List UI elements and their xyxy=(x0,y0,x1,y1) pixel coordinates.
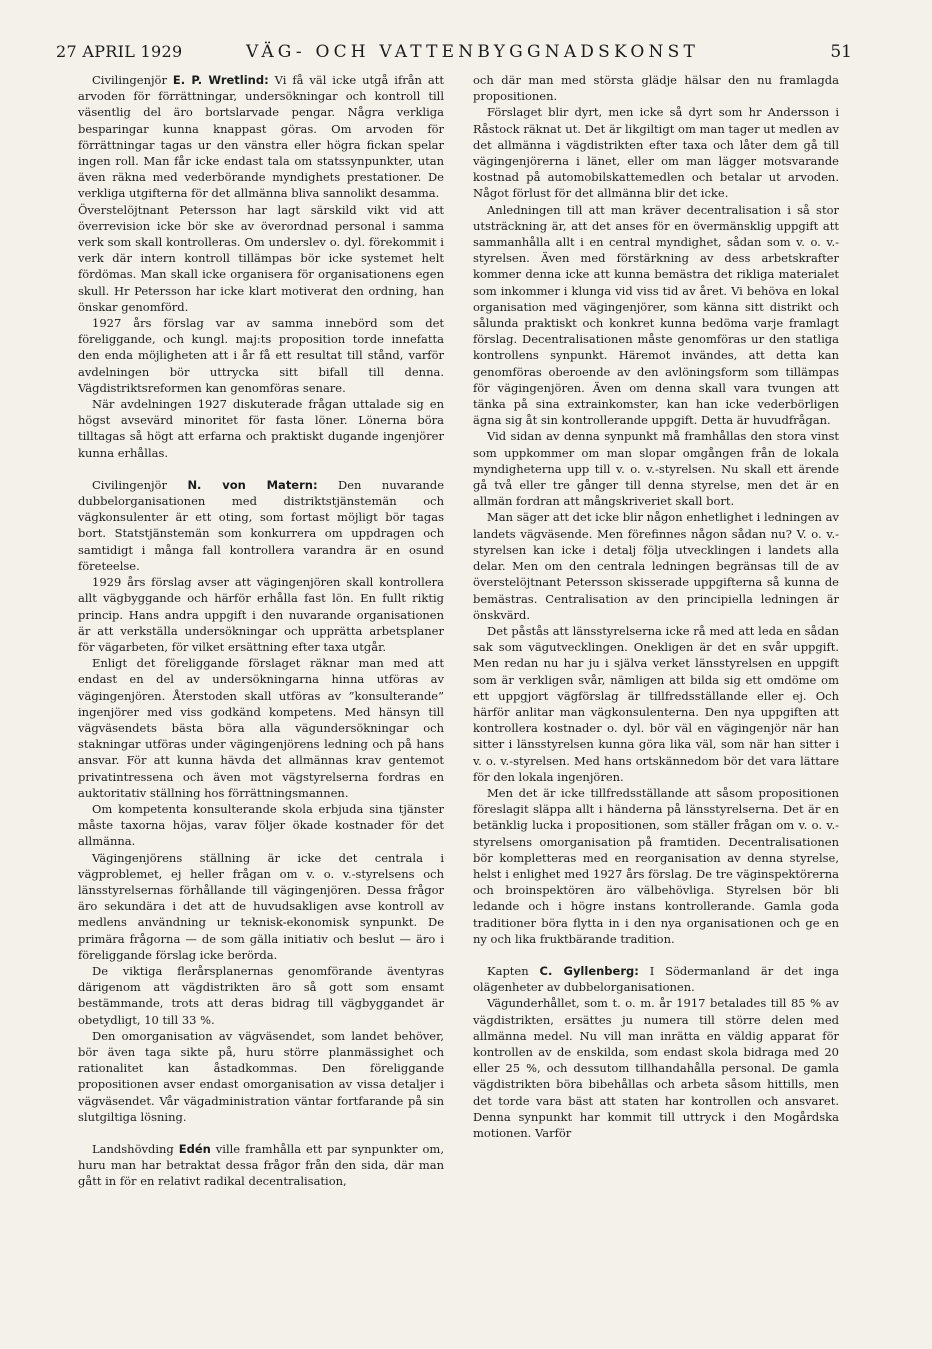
page-header xyxy=(56,40,852,70)
wretlind-paragraph-4: När avdelningen 1927 diskuterade frågan uttalade sig en högst avsevärd minoritet för fasta löner. Lönerna böra tilltagas så högt att erfarna och praktiskt dugande ingenjörer kunna erhållas. xyxy=(78,397,444,460)
matern-paragraph-4: Om kompetenta konsulterande skola erbjuda sina tjänster måste taxorna höjas, varav följer ökade kostnader för det allmänna. xyxy=(78,801,444,849)
issue-date: 27 APRIL 1929 xyxy=(56,42,183,61)
speaker-name: C. Gyllenberg: xyxy=(539,963,639,978)
matern-paragraph-5: Vägingenjörens ställning är icke det centrala i vägproblemet, ej heller frågan om v. o. v.-styrelsens och länsstyrelsernas förhållande till vägingenjören. Dessa frågor äro sekundära i det att de huvudsakligen avse kontroll av medlens användning ur teknisk-ekonomisk synpunkt. De primära frågorna — de som gälla initiativ och beslut — äro i föreliggande förslag icke berörda. xyxy=(78,850,444,962)
paragraph-text: I Södermanland är det inga olägenheter av dubbelorganisationen. xyxy=(473,963,839,995)
eden-paragraph-6: Man säger att det icke blir någon enhetlighet i ledningen av landets vägväsende. Men förefinnes någon sådan nu? V. o. v.-styrelsen kan icke i detalj följa utvecklingen i landets alla delar. Men om den centrala ledningen begränsas till de av överstelöjtnant Petersson skisserade uppgifterna så kunna de bemästras. Centralisation av den principiella ledningen är önskvärd. xyxy=(473,510,839,622)
speaker-prefix: Landshövding xyxy=(92,1142,179,1156)
paragraph-text: Den nuvarande dubbelorganisationen med distriktstjänstemän och vägkonsulenter är ett oting, som fortast möjligt bör tagas bort. Statstjänstemän som konkurrera om uppdragen och samtidigt i många fall kontrollera varandra är en osund företeelse. xyxy=(78,477,445,573)
wretlind-paragraph-2: Överstelöjtnant Petersson har lagt särskild vikt vid att överrevision icke bör ske av överordnad personal i samma verk som skall kontrolleras. Om underslev o. dyl. förekommit i verk där intern kontroll tillämpas bör icke systemet helt fördömas. Man skall icke organisera för organisationens egen skull. Hr Petersson har icke klart motiverat den ordning, han önskar genomförd. xyxy=(78,202,444,314)
journal-title: VÄG- OCH VATTENBYGGNADSKONST xyxy=(246,42,700,62)
speaker-name: E. P. Wretlind: xyxy=(172,73,269,87)
speaker-prefix: Civilingenjör xyxy=(92,73,173,87)
wretlind-paragraph-1 xyxy=(78,72,444,202)
gyllenberg-paragraph-1 xyxy=(473,963,839,995)
page-number: 51 xyxy=(830,42,852,62)
eden-paragraph-4: Anledningen till att man kräver decentralisation i så stor utsträckning är, att det anses för en övermänsklig uppgift att sammanhålla allt i en central myndighet, sådan som v. o. v.-styrelsen. Även med förstärkning av dess arbetskrafter kommer denna icke att kunna bemästra det rikliga materialet som inkommer i klunga vid viss tid av året. Vi behöva en lokal organisation med vägingenjörer, som känna sitt distrikt och sålunda praktiskt och konkret kunna bedöma varje framlagt förslag. Decentralisationen måste genomföras ur den statliga kontrollens synpunkt. Häremot invändes, att detta kan genomföras oberoende av den avlöningsform som tillämpas för vägingenjören. Även om denna skall vara tvungen att tänka på sina extrainkomster, kan han icke vederbörligen ägna sig åt sin kontrollerande uppgift. Detta är huvudfrågan. xyxy=(473,202,839,428)
speaker-name: N. von Matern: xyxy=(187,477,318,492)
paragraph-text: ville framhålla ett par synpunkter om, huru man har betraktat dessa frågor från den sida, där man gått in för en relativt radikal decentralisation, xyxy=(78,1142,444,1189)
speaker-name: Edén xyxy=(178,1142,211,1156)
matern-paragraph-7: Den omorganisation av vägväsendet, som landet behöver, bör även taga sikte på, huru större planmässighet och rationalitet kan åstadkommas. Den föreliggande propositionen avser endast omorganisation av vissa detaljer i vägväsendet. Vår vägadministration väntar fortfarande på sin slutgiltiga lösning. xyxy=(78,1028,444,1124)
wretlind-paragraph-3: 1927 års förslag var av samma innebörd som det föreliggande, och kungl. maj:ts proposition torde innefatta den enda möjligheten att i år få ett resultat till stånd, varför avdelningen bör uttrycka sitt bifall till denna. Vägdistriktsreformen kan genomföras senare. xyxy=(78,316,444,395)
matern-paragraph-1 xyxy=(78,477,444,574)
eden-paragraph-3: Förslaget blir dyrt, men icke så dyrt som hr Andersson i Råstock räknat ut. Det är likgiltigt om man tager ut medlen av det allmänna i vägdistrikten efter taxa och låter dem gå till vägingenjörerna i länet, eller om man lägger motsvarande kostnad på automobilskattemedlen och betalar ut arvoden. Något förlust för det allmänna blir det icke. xyxy=(473,105,839,201)
eden-paragraph-7: Det påstås att länsstyrelserna icke rå med att leda en sådan sak som vägutvecklingen. Onekligen är det en svår uppgift. Men redan nu har ju i själva verket länsstyrelsen en uppgift som är verkligen svår, nämligen att bilda sig ett omdöme om ett uppgjort vägförslag är tillfredsställande eller ej. Och härför anlitar man vägkonsulenterna. Den nya uppgiften att kontrollera kostnader o. dyl. bör väl en vägingenjör när han sitter i länsstyrelsen kunna göra lika väl, som när han sitter i v. o. v.-styrelsen. Med hans ortskännedom bör det vara lättare för den lokala ingenjören. xyxy=(473,623,839,784)
eden-paragraph-8: Men det är icke tillfredsställande att såsom propositionen föreslagit släppa allt i händerna på länsstyrelserna. Det är en betänklig lucka i propositionen, som ställer frågan om v. o. v.-styrelsens omorganisation på framtiden. Decentralisationen bör kompletteras med en reorganisation av denna styrelse, helst i enlighet med 1927 års förslag. De tre väginspektörerna och broinspektören äro välbehövliga. Styrelsen bör bli ledande och i högre instans kontrollerande. Gamla goda traditioner böra flytta in i den nya organisationen och ge en ny och lika fruktbärande tradition. xyxy=(473,785,839,946)
eden-paragraph-2: och där man med största glädje hälsar den nu framlagda propositionen. xyxy=(473,73,839,104)
matern-paragraph-2: 1929 års förslag avser att vägingenjören skall kontrollera allt vägbyggande och härför erhålla fast lön. En fullt riktig princip. Hans andra uppgift i den nuvarande organisationen är att verkställa undersökningar och upprätta arbetsplaner för vägarbeten, för vilket ersättning efter taxa utgår. xyxy=(78,575,444,654)
right-column xyxy=(473,72,839,1141)
speaker-prefix: Civilingenjör xyxy=(92,477,188,492)
left-column xyxy=(78,72,444,1190)
eden-paragraph-5: Vid sidan av denna synpunkt må framhållas den stora vinst som uppkommer om man slopar omgången från de lokala myndigheterna upp till v. o. v.-styrelsen. Nu skall ett ärende gå två eller tre gånger till denna styrelse, men det är en allmän fordran att mångskriveriet skall bort. xyxy=(473,429,839,509)
speaker-prefix: Kapten xyxy=(487,963,540,978)
matern-paragraph-3: Enligt det föreliggande förslaget räknar man med att endast en del av undersökningarna hinna utföras av vägingenjören. Återstoden skall utföras av ”konsulterande” ingenjörer med viss godkänd kompetens. Med hänsyn till vägväsendets bästa böra alla vägundersökningar och stakningar utföras under vägingenjörens ledning och på hans ansvar. För att kunna hävda det allmännas krav gentemot privatintressena och även mot vägstyrelserna fordras en auktoritativ ställning hos förrättningsmannen. xyxy=(78,656,444,800)
eden-paragraph-1 xyxy=(78,1141,444,1190)
paragraph-text: Vi få väl icke utgå ifrån att arvoden för förrättningar, undersökningar och kontroll till väsentlig del äro bortslarvade pengar. Några verkliga besparingar kunna knappast göras. Om arvoden för förrättningar tagas ur den vänstra eller högra fickan spelar ingen roll. Man får icke endast tala om statssynpunkter, utan även räkna med vederbörande myndighets prestationer. De verkliga utgifterna för det allmänna bliva sannolikt desamma. xyxy=(78,73,444,201)
matern-paragraph-6: De viktiga flerårsplanernas genomförande äventyras därigenom att vägdistrikten äro så gott som ensamt bestämmande, trots att deras bidrag till vägbyggandet är obetydligt, 10 till 33 %. xyxy=(78,963,444,1027)
gyllenberg-paragraph-2: Vägunderhållet, som t. o. m. år 1917 betalades till 85 % av vägdistrikten, ersättes ju numera till större delen med allmänna medel. Nu vill man inrätta en väldig apparat för kontrollen av de enskilda, som endast skola bidraga med 20 eller 25 %, och dessutom tillhandahålla personal. De gamla vägdistrikten böra bibehållas och arbeta såsom hittills, men det torde vara bäst att staten har kontrollen och ansvaret. Denna synpunkt har kommit till uttryck i den Mogårdska motionen. Varför xyxy=(473,996,839,1140)
